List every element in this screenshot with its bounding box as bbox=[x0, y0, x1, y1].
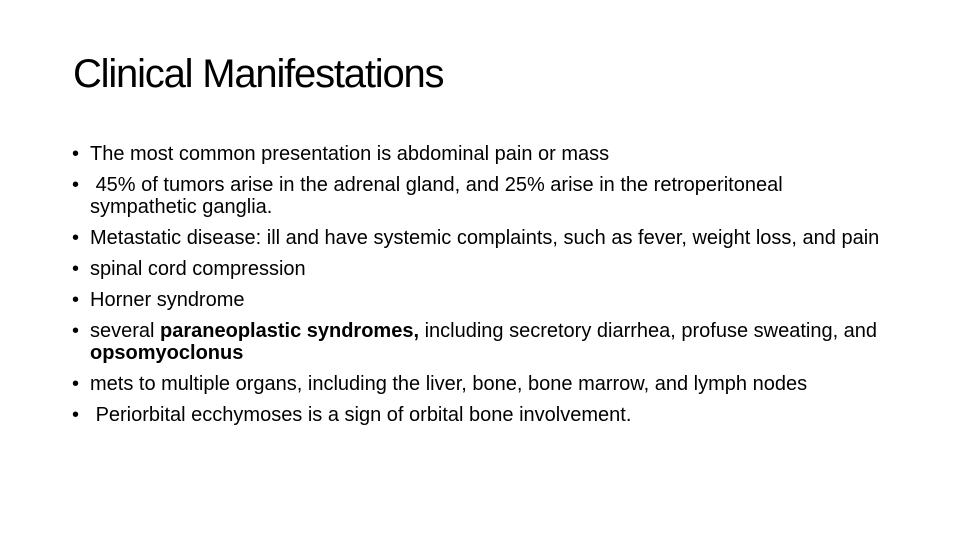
bullet-dot: • bbox=[72, 143, 80, 165]
bullet-text-mid: including secretory diarrhea, profuse sweating, and bbox=[419, 320, 883, 342]
bullet-dot: • bbox=[72, 289, 80, 311]
bullet-dot: • bbox=[72, 227, 80, 249]
bullet-item-spinal bbox=[72, 258, 892, 280]
bullet-item-mets bbox=[72, 373, 892, 395]
bullet-text-pre: several bbox=[90, 320, 161, 342]
bullet-text: Periorbital ecchymoses is a sign of orbital bone involvement. bbox=[90, 404, 632, 426]
bullet-text: Metastatic disease: ill and have systemic complaints, such as fever, weight loss, and pain bbox=[90, 227, 880, 249]
bullet-dot: • bbox=[72, 174, 80, 196]
bullet-text: The most common presentation is abdominal pain or mass bbox=[90, 143, 610, 165]
bullet-item-horner bbox=[72, 289, 892, 311]
bullet-text: spinal cord compression bbox=[90, 258, 306, 280]
bullet-dot: • bbox=[72, 404, 80, 426]
bullet-text-bold-opsomyoclonus: opsomyoclonus bbox=[90, 342, 244, 364]
bullet-text: mets to multiple organs, including the liver, bone, bone marrow, and lymph nodes bbox=[90, 373, 808, 395]
bullet-text: Horner syndrome bbox=[90, 289, 245, 311]
bullet-item-presentation bbox=[72, 143, 892, 165]
bullet-dot: • bbox=[72, 258, 80, 280]
bullet-item-paraneoplastic bbox=[72, 320, 892, 364]
bullet-text bbox=[90, 320, 883, 364]
bullet-dot: • bbox=[72, 373, 80, 395]
slide-title: Clinical Manifestations bbox=[73, 52, 444, 96]
bullet-item-metastatic bbox=[72, 227, 892, 249]
bullet-dot: • bbox=[72, 320, 80, 342]
bullet-list bbox=[72, 143, 892, 435]
bullet-text-bold-paraneoplastic: paraneoplastic syndromes, bbox=[160, 320, 420, 342]
bullet-item-origin bbox=[72, 174, 892, 218]
bullet-text: 45% of tumors arise in the adrenal gland, and 25% arise in the retroperitoneal sympathetic ganglia. bbox=[90, 174, 789, 218]
bullet-item-periorbital bbox=[72, 404, 892, 426]
